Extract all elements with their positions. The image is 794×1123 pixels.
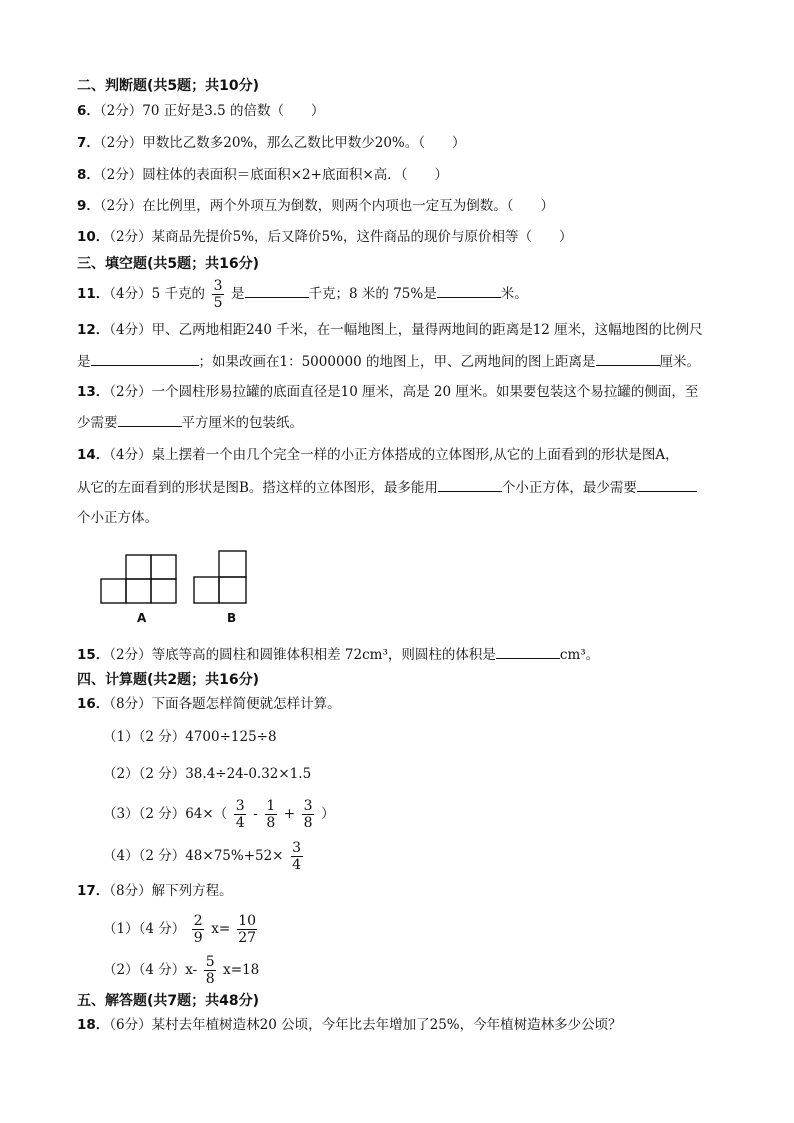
- numerator: 10: [238, 913, 257, 929]
- fraction: [192, 913, 204, 946]
- question-text: （2分）在比例里，两个外项互为倒数，则两个内项也一定互为倒数。（ ）: [99, 198, 554, 214]
- answer-blank[interactable]: [596, 351, 660, 366]
- question-text: 米。: [500, 286, 528, 302]
- figures-a-b: [98, 548, 258, 610]
- expression-text: ）: [321, 806, 335, 822]
- question-13-line-2: [77, 412, 303, 433]
- question-text: （4分）5 千克的: [109, 286, 206, 302]
- question-number: 11．: [77, 286, 110, 302]
- question-6: [77, 101, 324, 121]
- numerator: 3: [213, 278, 223, 294]
- expression-text: x=18: [223, 962, 260, 978]
- question-18: [77, 1015, 622, 1035]
- section-title-calculation: 四、计算题(共2题；共16分): [77, 672, 260, 688]
- denominator: 27: [238, 930, 257, 946]
- operator: -: [253, 806, 258, 822]
- question-8: [77, 165, 448, 185]
- grid-cell: [151, 579, 176, 603]
- question-14: [77, 445, 679, 465]
- question-number: 9．: [77, 198, 100, 214]
- denominator: 4: [235, 815, 245, 831]
- question-text: （8分）下面各题怎样简便就怎样计算。: [109, 696, 341, 712]
- question-14-line-2: [77, 477, 697, 498]
- question-16-part-3: [103, 794, 335, 834]
- question-16: [77, 694, 341, 714]
- answer-blank[interactable]: [496, 644, 560, 659]
- grid-cell: [219, 577, 246, 603]
- denominator: 8: [303, 815, 313, 831]
- fraction: [212, 278, 224, 311]
- question-13: [77, 382, 698, 402]
- question-10: [77, 227, 572, 247]
- question-number: 10．: [77, 229, 110, 245]
- question-12: [77, 320, 703, 340]
- question-number: 16．: [77, 696, 110, 712]
- denominator: 4: [292, 857, 301, 873]
- grid-cell: [126, 579, 151, 603]
- question-number: 17．: [77, 883, 110, 899]
- numerator: 1: [266, 798, 276, 814]
- question-number: 8．: [77, 167, 100, 183]
- question-text: ；如果改画在1：5000000 的地图上，甲、乙两地间的图上距离是: [198, 354, 596, 370]
- question-number: 14．: [77, 447, 110, 463]
- expression-text: （3）（2 分）64×（: [103, 806, 228, 822]
- question-12-line-2: [77, 351, 700, 372]
- operator: +: [283, 806, 296, 822]
- grid-cell: [101, 579, 126, 603]
- question-number: 7．: [77, 135, 100, 151]
- section-title-word-problems: 五、解答题(共7题；共48分): [77, 993, 260, 1009]
- answer-blank[interactable]: [245, 283, 309, 298]
- question-text: （4分）甲、乙两地相距240 千米，在一幅地图上，量得两地间的距离是12 厘米，这幅地图的比例尺: [109, 322, 703, 338]
- question-17: [77, 881, 233, 901]
- figure-a-grid: [101, 555, 176, 603]
- numerator: 5: [205, 954, 215, 970]
- question-number: 15．: [77, 647, 110, 663]
- numerator: 3: [235, 798, 245, 814]
- fraction: [204, 954, 216, 987]
- question-text: 少需要: [77, 415, 118, 431]
- question-number: 13．: [77, 384, 110, 400]
- expression-text: （2）（4 分）x-: [103, 962, 198, 978]
- fraction: [234, 798, 246, 831]
- question-text: 厘米。: [659, 354, 701, 370]
- question-text: （2分）等底等高的圆柱和圆锥体积相差 72cm³，则圆柱的体积是: [109, 647, 496, 663]
- question-number: 18．: [77, 1017, 110, 1033]
- expression-text: （1）（4 分）: [103, 921, 186, 937]
- question-11: [77, 275, 528, 313]
- fraction: [265, 798, 277, 831]
- question-text: （8分）解下列方程。: [109, 883, 233, 899]
- fraction: [291, 840, 303, 873]
- question-text: （2分）一个圆柱形易拉罐的底面直径是10 厘米，高是 20 厘米。如果要包装这个易拉罐的侧面，至: [109, 384, 699, 400]
- question-text: （4分）桌上摆着一个由几个完全一样的小正方体搭成的立体图形,从它的上面看到的形状是图A，: [109, 447, 679, 463]
- numerator: 2: [193, 913, 203, 929]
- grid-cell: [126, 555, 151, 579]
- question-17-part-2: [103, 950, 259, 990]
- figure-b-grid: [194, 551, 246, 603]
- question-15: [77, 644, 599, 665]
- numerator: 3: [303, 798, 313, 814]
- answer-blank[interactable]: [118, 412, 182, 427]
- question-9: [77, 196, 554, 216]
- question-17-part-1: [103, 909, 264, 949]
- question-text: 是: [77, 354, 91, 370]
- denominator: 9: [193, 930, 203, 946]
- answer-blank[interactable]: [91, 351, 199, 366]
- grid-cell: [194, 577, 219, 603]
- numerator: 3: [292, 840, 301, 856]
- question-text: 平方厘米的包装纸。: [181, 415, 303, 431]
- question-text: （6分）某村去年植树造林20 公顷，今年比去年增加了25%，今年植树造林多少公顷？: [109, 1017, 622, 1033]
- question-text: 是: [231, 286, 245, 302]
- question-text: （2分）甲数比乙数多20%，那么乙数比甲数少20%。（ ）: [99, 135, 466, 151]
- question-number: 6．: [77, 103, 100, 119]
- answer-blank[interactable]: [438, 477, 502, 492]
- question-text: （2分）圆柱体的表面积＝底面积×2+底面积×高．（ ）: [99, 167, 449, 183]
- expression-text: x=: [211, 921, 231, 937]
- grid-cell: [219, 551, 246, 577]
- denominator: 5: [213, 295, 223, 311]
- question-16-part-4: [103, 836, 310, 876]
- denominator: 8: [266, 815, 276, 831]
- question-text: 个小正方体，最少需要: [501, 480, 637, 496]
- section-title-judgement: 二、判断题(共5题；共10分): [77, 78, 260, 94]
- figure-a-label: A: [137, 611, 147, 625]
- question-text: （2分）某商品先提价5%，后又降价5%，这件商品的现价与原价相等（ ）: [109, 229, 573, 245]
- fraction: [302, 798, 314, 831]
- question-16-part-2: （2）（2 分）38.4÷24-0.32×1.5: [103, 766, 312, 782]
- question-14-line-3: [77, 508, 158, 528]
- question-text: 千克；8 米的 75%是: [308, 286, 437, 302]
- figure-b-label: B: [227, 611, 237, 625]
- denominator: 8: [205, 971, 215, 987]
- fraction: [237, 913, 257, 946]
- section-title-fill-blank: 三、填空题(共5题；共16分): [77, 256, 260, 272]
- question-text: （2分）70 正好是3.5 的倍数（ ）: [99, 103, 325, 119]
- question-text: 个小正方体。: [77, 510, 158, 526]
- question-16-part-1: （1）（2 分）4700÷125÷8: [103, 729, 277, 745]
- question-text: 从它的左面看到的形状是图B。搭这样的立体图形，最多能用: [77, 480, 438, 496]
- expression-text: （4）（2 分）48×75%+52×: [103, 848, 284, 864]
- question-text: cm³。: [559, 647, 600, 663]
- question-7: [77, 133, 466, 153]
- answer-blank[interactable]: [437, 283, 501, 298]
- answer-blank[interactable]: [637, 477, 697, 492]
- grid-cell: [151, 555, 176, 579]
- question-number: 12．: [77, 322, 110, 338]
